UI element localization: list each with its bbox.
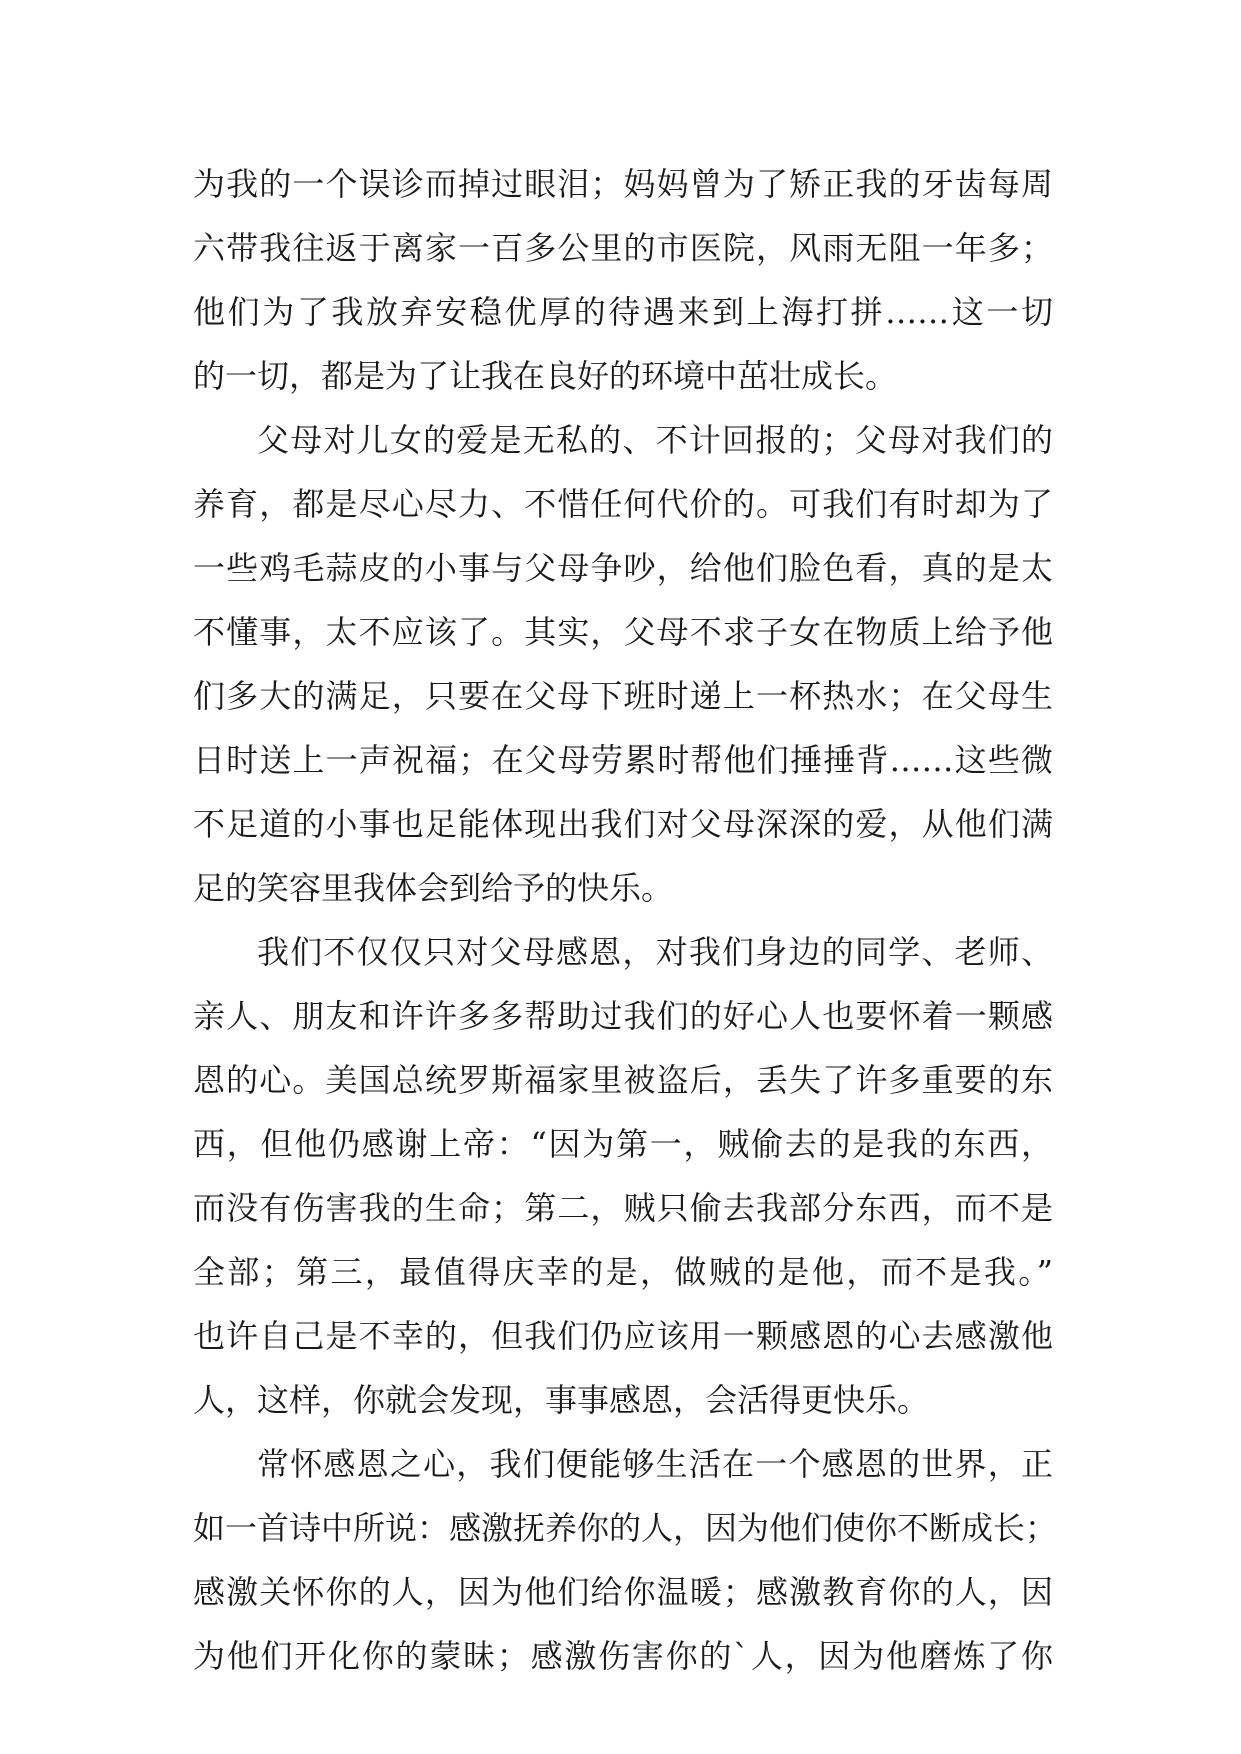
paragraph: [193, 920, 1053, 1432]
text-line: 感激关怀你的人，因为他们给你温暖；感激教育你的人，因: [193, 1573, 1053, 1611]
paragraph: [193, 1432, 1058, 1688]
text-line: 他们为了我放弃安稳优厚的待遇来到上海打拼……这一切: [193, 293, 1053, 331]
text-line: 我们不仅仅只对父母感恩，对我们身边的同学、老师、: [257, 933, 1053, 971]
text-line: 一些鸡毛蒜皮的小事与父母争吵，给他们脸色看，真的是太: [193, 549, 1053, 587]
text-line: 而没有伤害我的生命；第二，贼只偷去我部分东西，而不是: [193, 1189, 1053, 1227]
text-line: 也许自己是不幸的，但我们仍应该用一颗感恩的心去感激他: [193, 1317, 1053, 1355]
text-line: 不懂事，太不应该了。其实，父母不求子女在物质上给予他: [193, 613, 1053, 651]
text-line: 六带我往返于离家一百多公里的市医院，风雨无阻一年多；: [193, 229, 1053, 267]
text-line: 不足道的小事也足能体现出我们对父母深深的爱，从他们满: [193, 805, 1053, 843]
paragraph: [193, 152, 1053, 408]
text-line: 常怀感恩之心，我们便能够生活在一个感恩的世界，正: [257, 1445, 1053, 1483]
text-line: 为我的一个误诊而掉过眼泪；妈妈曾为了矫正我的牙齿每周: [193, 165, 1053, 203]
text-line: 亲人、朋友和许许多多帮助过我们的好心人也要怀着一颗感: [193, 997, 1053, 1035]
text-line: 人，这样，你就会发现，事事感恩，会活得更快乐。: [193, 1381, 930, 1419]
text-line: 恩的心。美国总统罗斯福家里被盗后，丢失了许多重要的东: [193, 1061, 1053, 1099]
text-line: 日时送上一声祝福；在父母劳累时帮他们捶捶背……这些微: [193, 741, 1053, 779]
text-line: 们多大的满足，只要在父母下班时递上一杯热水；在父母生: [193, 677, 1053, 715]
paragraph: [193, 408, 1053, 920]
text-line: 养育，都是尽心尽力、不惜任何代价的。可我们有时却为了: [193, 485, 1053, 523]
text-line: 足的笑容里我体会到给予的快乐。: [193, 869, 674, 907]
text-line: 的一切，都是为了让我在良好的环境中茁壮成长。: [193, 357, 898, 395]
text-line: 父母对儿女的爱是无私的、不计回报的；父母对我们的: [257, 421, 1053, 459]
text-line: 全部；第三，最值得庆幸的是，做贼的是他，而不是我。”: [193, 1253, 1053, 1291]
document-body: [193, 152, 1058, 1688]
text-line: 西，但他仍感谢上帝：“因为第一，贼偷去的是我的东西，: [193, 1125, 1053, 1163]
text-line: 如一首诗中所说：感激抚养你的人，因为他们使你不断成长；: [193, 1509, 1058, 1547]
text-line: 为他们开化你的蒙昧；感激伤害你的`人，因为他磨炼了你: [193, 1637, 1053, 1675]
